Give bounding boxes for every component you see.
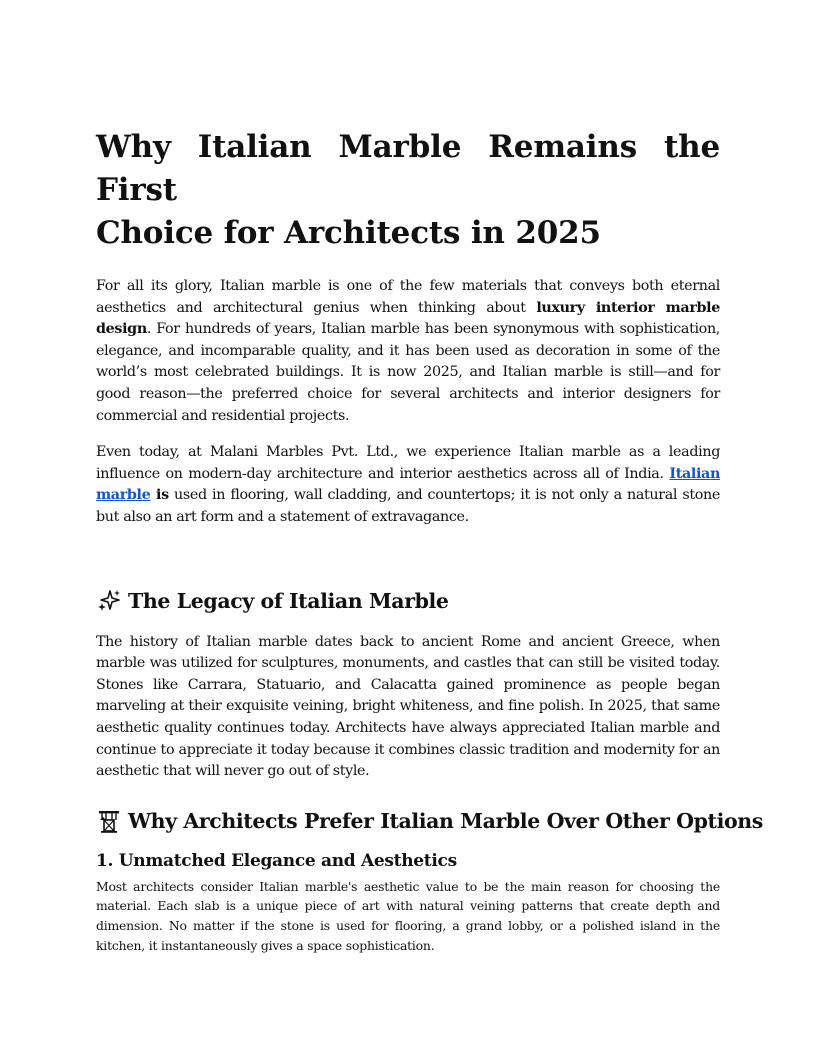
legacy-heading-text: The Legacy of Italian Marble bbox=[128, 588, 449, 613]
page-title bbox=[96, 126, 720, 255]
building-construction-icon bbox=[96, 808, 122, 834]
page-title-line-1: Why Italian Marble Remains the First bbox=[96, 129, 720, 208]
page-title-line-2: Choice for Architects in 2025 bbox=[96, 215, 601, 251]
italian-marble-link[interactable]: Italian marble bbox=[96, 465, 720, 504]
sparkles-icon bbox=[96, 588, 122, 614]
intro-paragraph-1: For all its glory, Italian marble is one of the few materials that conveys both eternal aesthetics and architectural genius when thinking about luxury interior marble design. For hundreds of years, Italian marble has been synonymous with sophistication, elegance, and incomparable quality, and it has been used as decoration in some of the world’s most celebrated buildings. It is now 2025, and Italian marble is still—and for good reason—the preferred choice for several architects and interior designers for commercial and residential projects. bbox=[96, 278, 720, 424]
intro-paragraph-2: Even today, at Malani Marbles Pvt. Ltd., we experience Italian marble as a leading influence on modern-day architecture and interior aesthetics across all of India. Italian marble is used in flooring, wall cladding, and countertops; it is not only a natural stone but also an art form and a statement of extravagance. bbox=[96, 444, 720, 525]
why-architects-heading bbox=[96, 807, 763, 835]
why-architects-heading-text: Why Architects Prefer Italian Marble Over Other Options bbox=[128, 808, 763, 833]
elegance-paragraph: Most architects consider Italian marble's aesthetic value to be the main reason for choosing the material. Each slab is a unique piece of art with natural veining patterns that create depth and dimension. No matter if the stone is used for flooring, a grand lobby, or a polished island in the kitchen, it instantaneously gives a space sophistication. bbox=[96, 878, 720, 954]
legacy-paragraph: The history of Italian marble dates back to ancient Rome and ancient Greece, when marble was utilized for sculptures, monuments, and castles that can still be visited today. Stones like Carrara, Statuario, and Calacatta gained prominence as people began marveling at their exquisite veining, bright whiteness, and fine polish. In 2025, that same aesthetic quality continues today. Architects have always appreciated Italian marble and continue to appreciate it today because it combines classic tradition and modernity for an aesthetic that will never go out of style. bbox=[96, 633, 720, 780]
subheading-elegance: 1. Unmatched Elegance and Aesthetics bbox=[96, 850, 457, 871]
bold-phrase: luxury interior marble design bbox=[96, 299, 720, 338]
legacy-heading bbox=[96, 587, 720, 615]
